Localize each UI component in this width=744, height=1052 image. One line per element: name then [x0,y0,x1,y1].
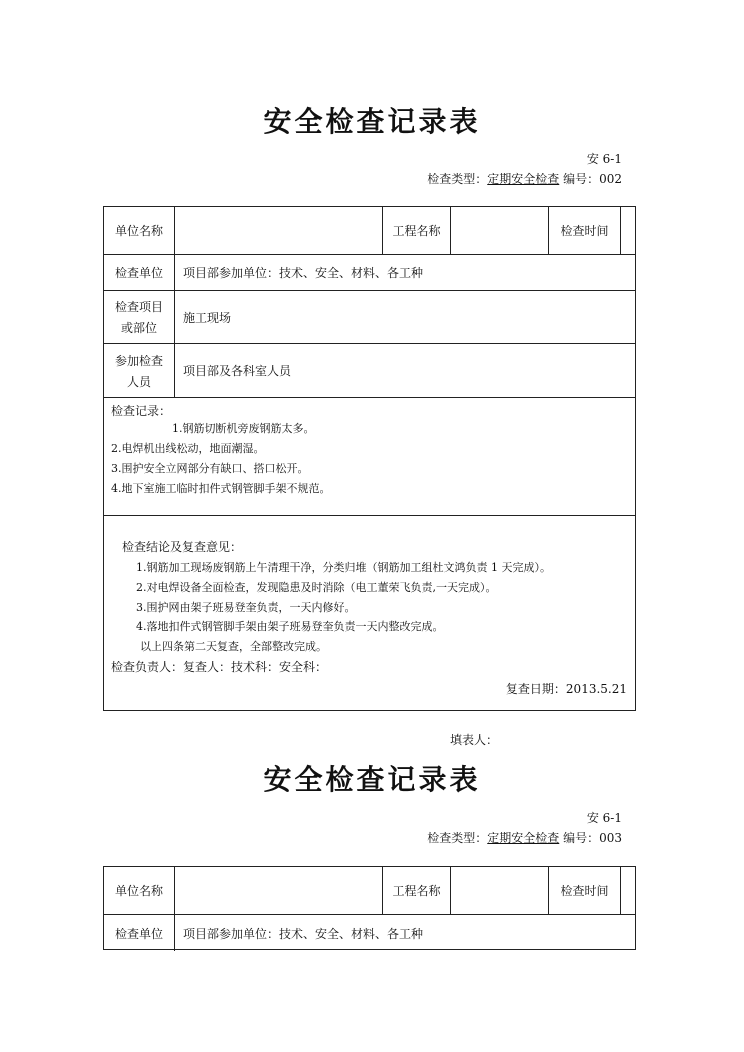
conclusion-item: 3.围护网由架子班易登奎负责，一天内修好。 [136,601,356,614]
check-time-value [620,207,635,254]
number-value: 002 [599,172,622,186]
check-type-value: 定期安全检查 [487,831,560,845]
inspection-table [103,206,636,711]
unit-name-label: 单位名称 [114,884,163,898]
record-item: 3.围护安全立网部分有缺口、搭口松开。 [111,462,309,475]
check-time-label: 检查时间 [548,207,620,254]
unit-name-value [174,207,382,254]
table-row [104,255,635,291]
check-unit-value: 项目部参加单位：技术、安全、材料、各工种 [174,915,635,951]
recheck-date: 复查日期：2013.5.21 [505,682,627,696]
inspection-table-2 [103,866,636,950]
record-item: 1.钢筋切断机旁废钢筋太多。 [172,422,315,435]
check-unit-value: 项目部参加单位：技术、安全、材料、各工种 [174,255,635,290]
number-label: 编号： [559,831,600,845]
number-label: 编号： [559,172,600,186]
check-type-value: 定期安全检查 [487,172,560,186]
unit-name-label: 单位名称 [114,224,163,238]
records-section [104,398,635,516]
conclusion-section [104,516,635,712]
form-meta [427,170,622,187]
page-title: 安全检查记录表 [263,105,481,138]
check-unit-label: 检查单位 [114,926,163,941]
record-label: 检查记录： [111,404,172,418]
check-time-value [620,867,635,914]
conclusion-item: 以上四条第二天复查，全部整改完成。 [140,640,327,653]
check-type-label: 检查类型： [427,172,488,186]
table-row [104,291,635,344]
conclusion-item: 1.钢筋加工现场废钢筋上午清理干净，分类归堆（钢筋加工组杜文鸿负责 1 天完成）。 [136,561,551,574]
participants-label: 参加检查 人员 [114,353,163,389]
number-value: 003 [599,831,622,845]
project-name-label: 工程名称 [382,207,450,254]
page-title-2: 安全检查记录表 [263,763,481,796]
form-code: 安 6-1 [586,152,622,166]
form-meta-2 [427,829,622,846]
table-row [104,915,635,951]
check-type-label: 检查类型： [427,831,488,845]
table-row [104,867,635,915]
conclusion-item: 2.对电焊设备全面检查，发现隐患及时消除（电工董荣飞负责,一天完成）。 [136,581,497,594]
participants-value: 项目部及各科室人员 [174,344,635,397]
project-name-value [450,867,548,914]
project-name-value [450,207,548,254]
check-item-value: 施工现场 [174,291,635,343]
filler-label: 填表人： [450,733,499,747]
form-code-2: 安 6-1 [586,811,622,825]
record-item: 4.地下室施工临时扣件式钢管脚手架不规范。 [111,482,331,495]
unit-name-value [174,867,382,914]
check-time-label: 检查时间 [548,867,620,914]
conclusion-item: 4.落地扣件式钢管脚手架由架子班易登奎负责一天内整改完成。 [136,620,444,633]
check-item-label: 检查项目 或部位 [114,300,163,335]
check-unit-label: 检查单位 [114,266,163,280]
table-row [104,344,635,398]
table-row [104,207,635,255]
signers-line: 检查负责人：复查人：技术科：安全科： [111,660,328,674]
conclusion-label: 检查结论及复查意见： [122,540,243,554]
record-item: 2.电焊机出线松动，地面潮湿。 [111,442,265,455]
project-name-label: 工程名称 [382,867,450,914]
